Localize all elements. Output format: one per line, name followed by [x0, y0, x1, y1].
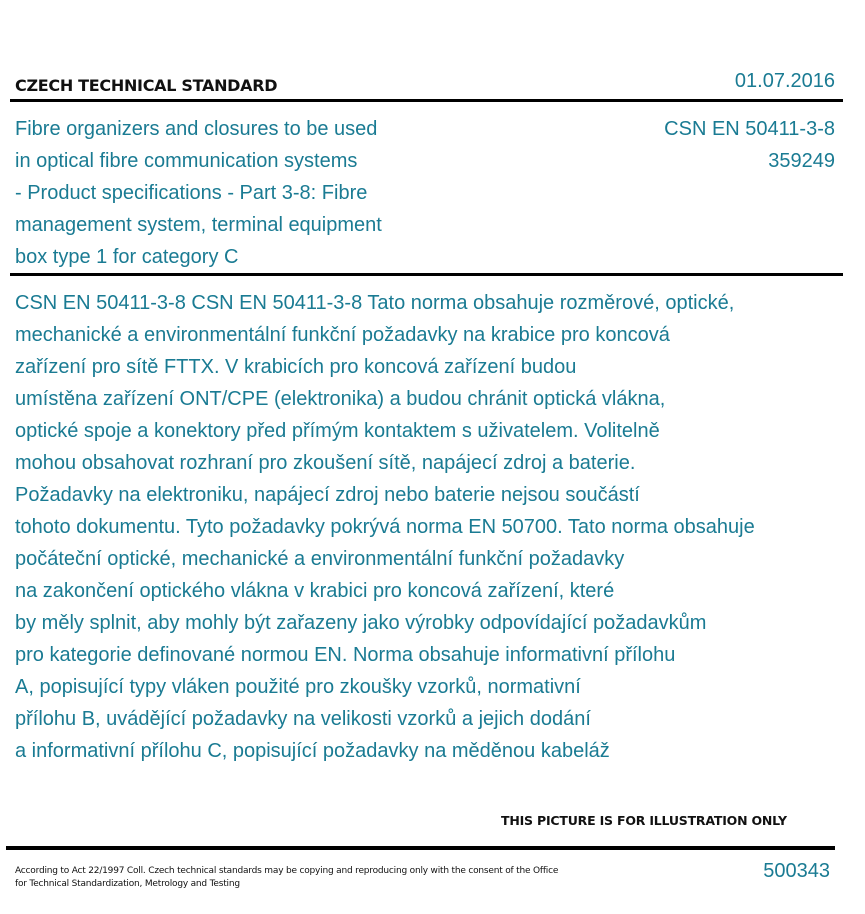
publication-date: 01.07.2016	[734, 70, 835, 92]
standard-codes	[664, 113, 835, 177]
abstract-line: mohou obsahovat rozhraní pro zkoušení sítě, napájecí zdroj a baterie.	[15, 452, 636, 474]
abstract-text	[15, 287, 845, 767]
abstract-line: Požadavky na elektroniku, napájecí zdroj nebo baterie nejsou součástí	[15, 484, 640, 506]
abstract-line: pro kategorie definované normou EN. Norma obsahuje informativní přílohu	[15, 644, 676, 666]
standard-title	[15, 113, 435, 273]
abstract-line: zařízení pro sítě FTTX. V krabicích pro koncová zařízení budou	[15, 356, 577, 378]
abstract-line: přílohu B, uvádějící požadavky na velikosti vzorků a jejich dodání	[15, 708, 591, 730]
abstract-line: by měly splnit, aby mohly být zařazeny jako výrobky odpovídající požadavkům	[15, 612, 707, 634]
title-divider	[10, 273, 843, 276]
title-line: Fibre organizers and closures to be used	[15, 118, 378, 140]
standard-number: CSN EN 50411-3-8	[664, 118, 835, 140]
abstract-line: a informativní přílohu C, popisující požadavky na měděnou kabeláž	[15, 740, 610, 762]
abstract-line: tohoto dokumentu. Tyto požadavky pokrývá norma EN 50700. Tato norma obsahuje	[15, 516, 755, 538]
abstract-line: mechanické a environmentální funkční požadavky na krabice pro koncová	[15, 324, 670, 346]
illustration-disclaimer: THIS PICTURE IS FOR ILLUSTRATION ONLY	[501, 813, 787, 828]
abstract-line: CSN EN 50411-3-8 CSN EN 50411-3-8 Tato norma obsahuje rozměrové, optické,	[15, 292, 735, 314]
title-line: box type 1 for category C	[15, 246, 239, 268]
abstract-line: počáteční optické, mechanické a environmentální funkční požadavky	[15, 548, 625, 570]
copyright-line: for Technical Standardization, Metrology and Testing	[15, 879, 240, 889]
copyright-line: According to Act 22/1997 Coll. Czech technical standards may be copying and reproducing only with the consent of the Office	[15, 866, 559, 876]
footer-divider	[6, 846, 835, 850]
document-id: 500343	[763, 860, 830, 882]
title-line: - Product specifications - Part 3-8: Fibre	[15, 182, 368, 204]
header-divider	[10, 99, 843, 102]
abstract-line: optické spoje a konektory před přímým kontaktem s uživatelem. Volitelně	[15, 420, 660, 442]
abstract-line: umístěna zařízení ONT/CPE (elektronika) a budou chránit optická vlákna,	[15, 388, 666, 410]
catalog-number: 359249	[768, 150, 835, 172]
copyright-notice	[15, 865, 595, 891]
title-line: in optical fibre communication systems	[15, 150, 358, 172]
document-type-label: CZECH TECHNICAL STANDARD	[15, 76, 278, 95]
title-line: management system, terminal equipment	[15, 214, 382, 236]
abstract-line: A, popisující typy vláken použité pro zkoušky vzorků, normativní	[15, 676, 581, 698]
abstract-line: na zakončení optického vlákna v krabici pro koncová zařízení, které	[15, 580, 615, 602]
